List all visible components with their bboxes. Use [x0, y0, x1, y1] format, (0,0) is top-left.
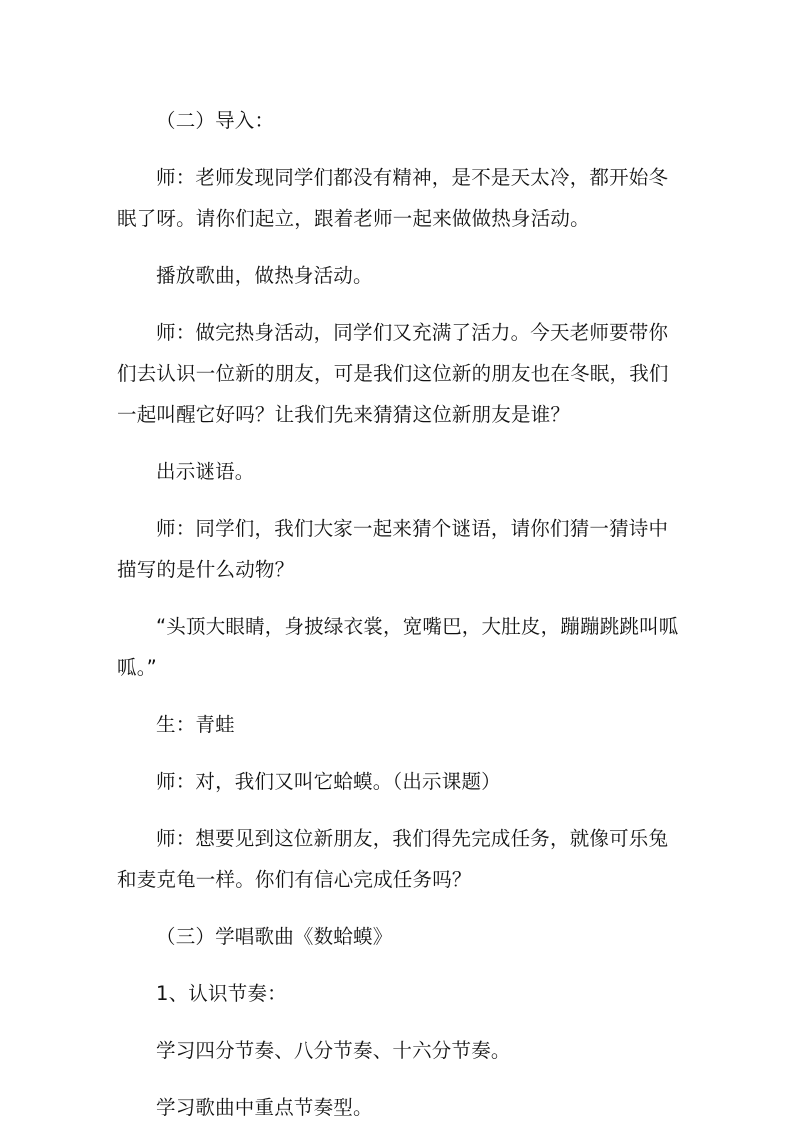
section-heading-song: （三）学唱歌曲《数蛤蟆》	[156, 925, 393, 948]
section-heading-intro: （二）导入：	[156, 109, 275, 132]
paragraph: 学习四分节奏、八分节奏、十六分节奏。	[156, 1039, 511, 1062]
riddle-paragraph: “头顶大眼睛，身披绿衣裳，宽嘴巴，大肚皮，蹦蹦跳跳叫呱呱。”	[117, 615, 679, 679]
paragraph: 师：想要见到这位新朋友，我们得先完成任务，就像可乐兔和麦克龟一样。你们有信心完成任务吗？	[117, 827, 669, 891]
paragraph: 师：做完热身活动，同学们又充满了活力。今天老师要带你们去认识一位新的朋友，可是我们这位新的朋友也在冬眠，我们一起叫醒它好吗？让我们先来猜猜这位新朋友是谁？	[117, 321, 669, 426]
paragraph: 播放歌曲，做热身活动。	[156, 264, 373, 287]
list-item-rhythm: 1、认识节奏：	[156, 982, 287, 1005]
paragraph: 师：老师发现同学们都没有精神，是不是天太冷，都开始冬眠了呀。请你们起立，跟着老师一起来做做热身活动。	[117, 166, 669, 230]
paragraph: 学习歌曲中重点节奏型。	[156, 1096, 373, 1119]
document-body	[117, 100, 685, 1128]
paragraph: 出示谜语。	[156, 460, 255, 483]
paragraph: 师：同学们，我们大家一起来猜个谜语，请你们猜一猜诗中描写的是什么动物？	[117, 517, 669, 581]
paragraph: 师：对，我们又叫它蛤蟆。（出示课题）	[156, 770, 501, 793]
paragraph: 生：青蛙	[156, 713, 235, 736]
